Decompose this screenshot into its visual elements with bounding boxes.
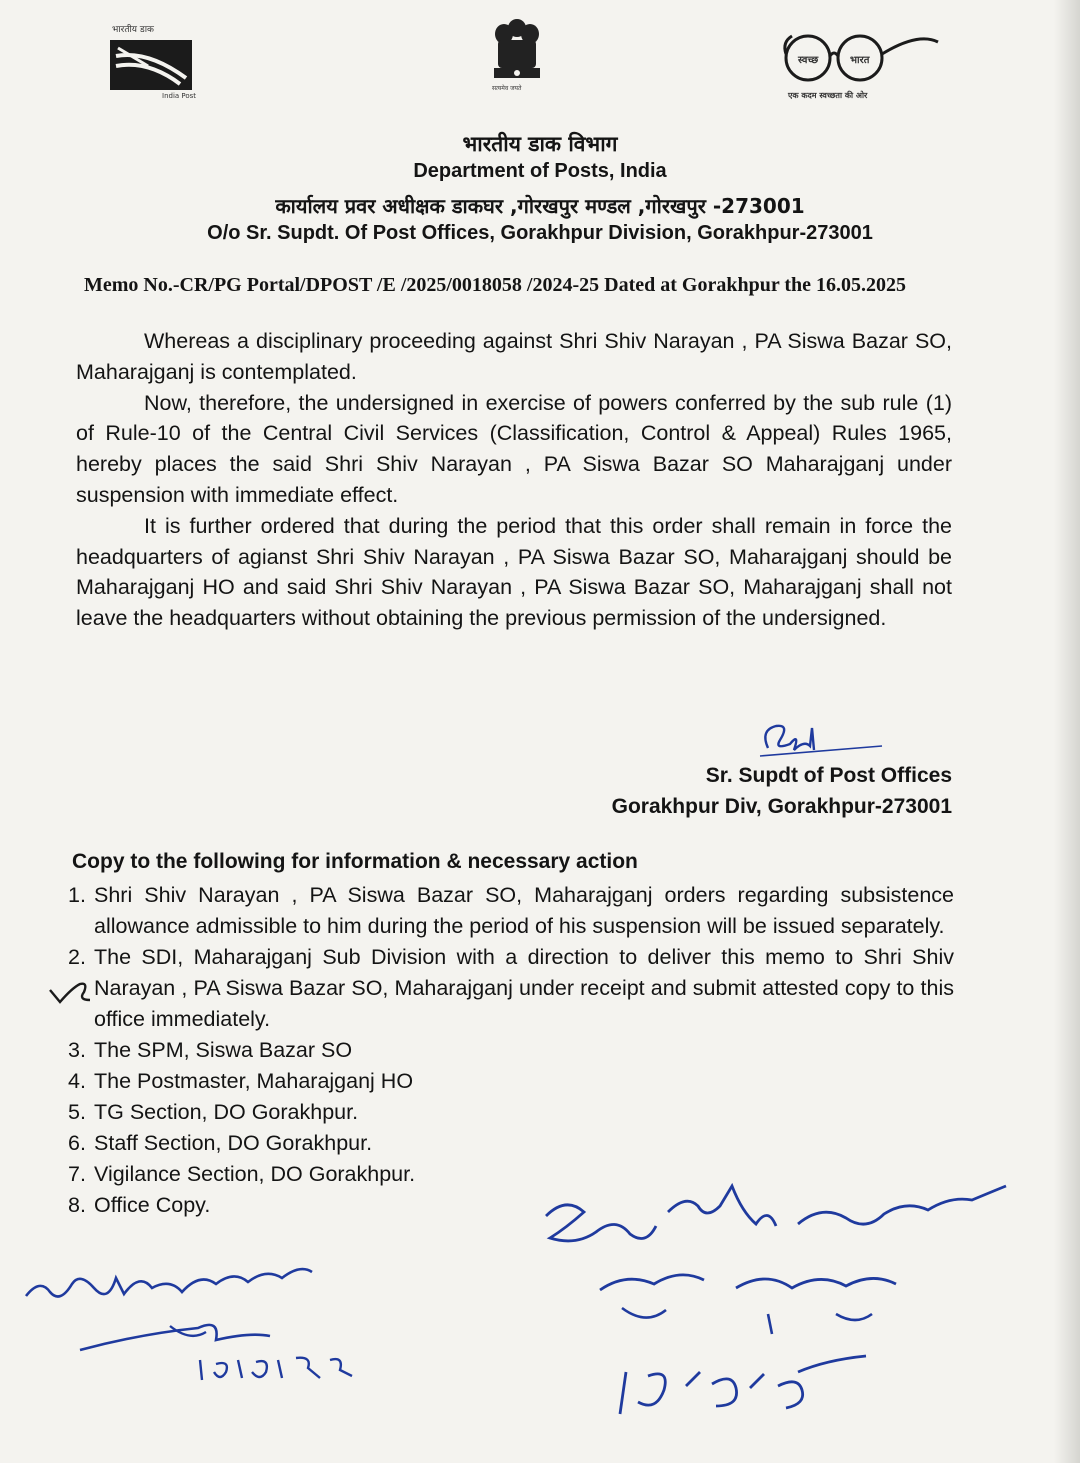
copy-to-list: [68, 880, 954, 1221]
copy-to-heading: Copy to the following for information & necessary action: [72, 850, 638, 873]
swachh-tagline: एक कदम स्वच्छता की ओर: [788, 91, 868, 100]
india-post-logo: [108, 22, 204, 104]
lion-capital-icon: [486, 16, 548, 86]
english-department-title: Department of Posts, India: [413, 160, 667, 182]
swachh-bharat-logo: [778, 28, 946, 104]
body-paragraph-1: Whereas a disciplinary proceeding against Shri Shiv Narayan , PA Siswa Bazar SO, Maharajganj is contemplated.: [76, 329, 952, 384]
memo-body: [76, 326, 952, 634]
signatory-designation: Sr. Supdt of Post Offices: [705, 764, 952, 787]
emblem-motto: सत्यमेव जयते: [492, 85, 522, 92]
handwritten-acknowledgement-left: [20, 1248, 400, 1398]
list-item: 1. Shri Shiv Narayan , PA Siswa Bazar SO, Maharajganj orders regarding subsistence allowance admissible to him during the period of his suspension will be issued separately.: [68, 883, 954, 938]
swachh-left-label: स्वच्छ: [798, 55, 819, 66]
list-item: 4. The Postmaster, Maharajganj HO: [68, 1069, 414, 1093]
india-post-label: भारतीय डाक: [112, 25, 154, 35]
english-office-title: O/o Sr. Supdt. Of Post Offices, Gorakhpur Division, Gorakhpur-273001: [207, 222, 873, 244]
list-item: 3. The SPM, Siswa Bazar SO: [68, 1038, 353, 1062]
list-item: 5. TG Section, DO Gorakhpur.: [68, 1100, 359, 1124]
list-item: 2. The SDI, Maharajganj Sub Division with a direction to deliver this memo to Shri Shiv Narayan , PA Siswa Bazar SO, Maharajganj under receipt and submit attested copy to this office immediately.: [68, 945, 954, 1031]
national-emblem: [486, 16, 548, 96]
list-item: 6. Staff Section, DO Gorakhpur.: [68, 1131, 373, 1155]
handwritten-acknowledgement-right: [536, 1176, 1022, 1436]
hindi-department-title: भारतीय डाक विभाग: [462, 132, 618, 156]
list-item: 8. Office Copy.: [68, 1193, 211, 1217]
body-paragraph-2: Now, therefore, the undersigned in exercise of powers conferred by the sub rule (1) of Rule-10 of the Central Civil Services (Classification, Control & Appeal) Rules 1965, hereby places the said Shri Shiv Narayan , PA Siswa Bazar SO Maharajganj under suspension with immediate effect.: [76, 390, 952, 507]
signatory-block: [612, 760, 952, 822]
body-paragraph-3: It is further ordered that during the period that this order shall remain in force the headquarters of agianst Shri Shiv Narayan , PA Siswa Bazar SO, Maharajganj should be Maharajganj HO and said Shri Shiv Narayan , PA Siswa Bazar SO, Maharajganj shall not leave the headquarters without obtaining the previous permission of the undersigned.: [76, 513, 952, 631]
india-post-sub: India Post: [162, 92, 197, 100]
signatory-address: Gorakhpur Div, Gorakhpur-273001: [611, 795, 952, 818]
page-edge-shadow: [1054, 0, 1080, 1463]
memo-number: Memo No.-CR/PG Portal/DPOST /E /2025/0018058 /2024-25 Dated at Gorakhpur the 16.05.2025: [84, 274, 907, 296]
swachh-right-label: भारत: [850, 55, 870, 66]
list-item: 7. Vigilance Section, DO Gorakhpur.: [68, 1162, 416, 1186]
hindi-office-title: कार्यालय प्रवर अधीक्षक डाकघर ,गोरखपुर मण्डल ,गोरखपुर -273001: [275, 194, 805, 218]
